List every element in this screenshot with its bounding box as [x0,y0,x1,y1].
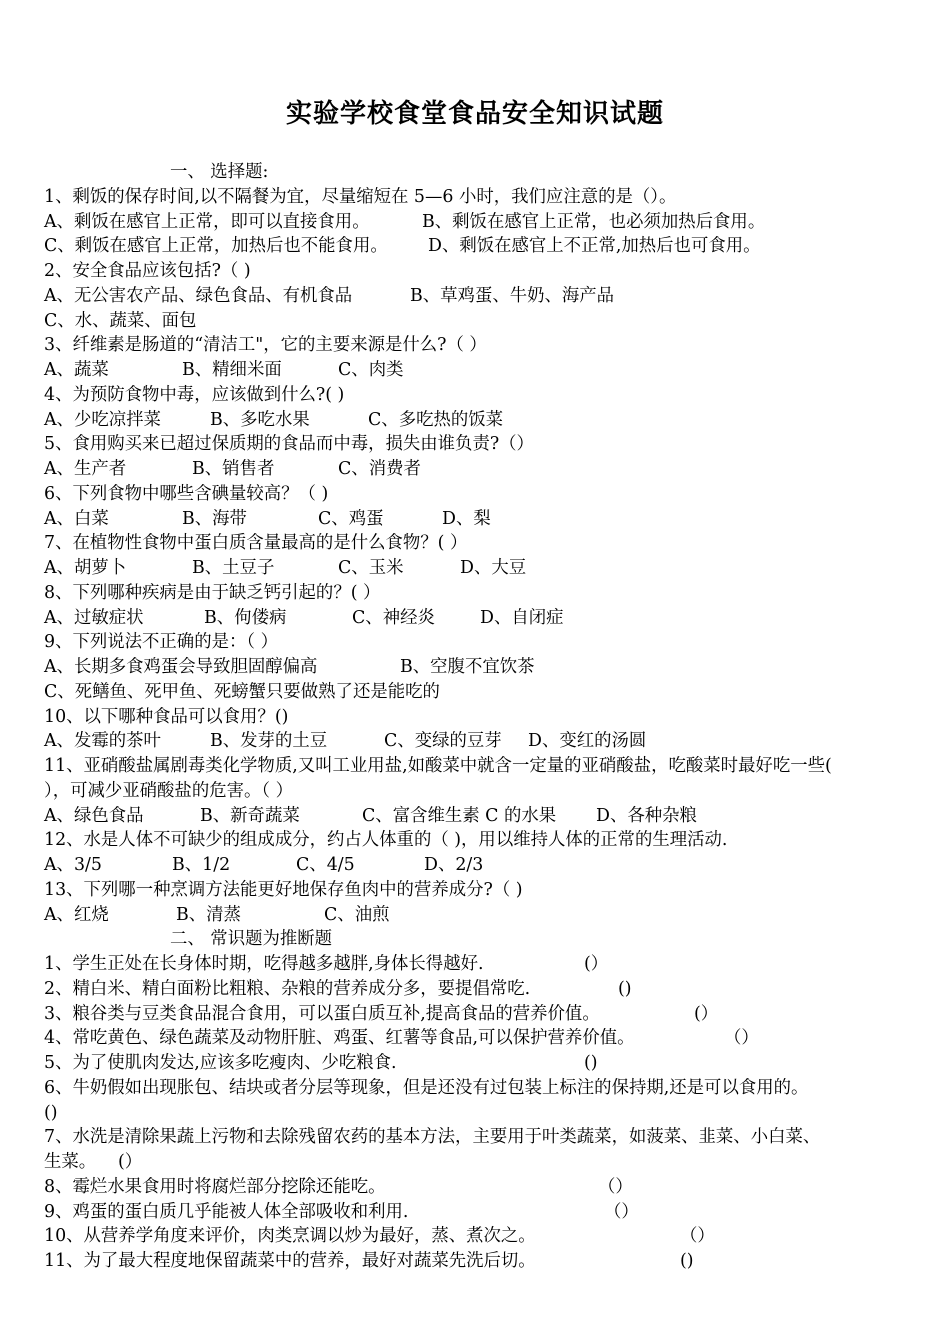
answer-bracket: (） [118,1152,143,1172]
question-text: 9、下列说法不正确的是：（ ） [44,632,278,653]
statement-text: 5、为了使肌肉发达,应该多吃瘦肉、少吃粮食. [44,1053,397,1073]
option: A、3/5 [44,855,102,875]
options-row [44,804,912,829]
statement-text: 10、从营养学角度来评价，肉类烹调以炒为最好，蒸、煮次之。 [44,1226,536,1247]
statement-text: 11、为了最大程度地保留蔬菜中的营养，最好对蔬菜先洗后切。 [44,1251,536,1271]
statement [44,1200,912,1225]
statement-text: 生菜。 [44,1152,97,1172]
option: B、发芽的土豆 [210,731,328,752]
option: A、红烧 [44,904,109,925]
statement-text: 6、牛奶假如出现胀包、结块或者分层等现象，但是还没有过包装上标注的保持期,还是可以食用的。 [44,1077,809,1098]
answer-bracket: （） [680,1226,715,1247]
question-text: 4、为预防食物中毒，应该做到什么?( ) [44,384,345,405]
option: B、空腹不宜饮茶 [400,657,535,677]
answer-bracket: () [44,1102,58,1123]
question-text: 8、下列哪种疾病是由于缺乏钙引起的？( ） [44,582,381,603]
statement-continued [44,1150,912,1175]
answer-bracket: () [618,978,632,999]
statement-text: 4、常吃黄色、绿色蔬菜及动物肝脏、鸡蛋、红薯等食品,可以保护营养价值。 [44,1028,635,1049]
statement [44,1026,912,1051]
option: C、水、蔬菜、面包 [44,310,197,331]
option: A、少吃凉拌菜 [44,409,161,430]
option: C、富含维生素 C 的水果 [362,805,557,826]
option: C、神经炎 [352,607,435,628]
option: D、剩饭在感官上不正常,加热后也可食用。 [428,236,761,257]
option: C、鸡蛋 [318,508,384,529]
option: A、过敏症状 [44,607,144,628]
option: C、变绿的豆芽 [384,731,502,752]
option: B、1/2 [172,855,231,875]
section-heading-choice: 一、 选择题: [170,162,269,182]
statement-text: 3、粮谷类与豆类食品混合食用，可以蛋白质互补,提高食品的营养价值。 [44,1003,600,1024]
question-text: 1、剩饭的保存时间,以不隔餐为宜，尽量缩短在 5—6 小时，我们应注意的是（）。 [44,186,677,207]
answer-bracket: () [584,1053,598,1073]
option: B、多吃水果 [210,409,310,430]
statement [44,1076,912,1101]
statement [44,977,912,1002]
answer-bracket: （） [604,1201,639,1222]
option: C、油煎 [324,904,390,925]
statement-text: 1、学生正处在长身体时期，吃得越多越胖,身体长得越好. [44,954,484,974]
option: B、清蒸 [176,904,241,925]
options-row [44,210,912,235]
statement [44,1224,912,1249]
options-row [44,556,912,581]
option: C、玉米 [338,558,404,578]
section-heading-judgement: 二、 常识题为推断题 [170,929,333,950]
option: C、剩饭在感官上正常，加热后也不能食用。 [44,236,388,257]
option: B、佝偻病 [204,607,287,628]
question-text: 11、亚硝酸盐属剧毒类化学物质,又叫工业用盐,如酸菜中就含一定量的亚硝酸盐，吃酸菜时最好吃一些( [44,756,832,776]
question-text: 12、水是人体不可缺少的组成成分，约占人体重的（ )，用以维持人体的正常的生理活动. [44,830,728,851]
option: D、大豆 [460,558,527,578]
document-title: 实验学校食堂食品安全知识试题 [285,99,664,129]
options-row [44,457,912,482]
options-row [44,408,912,433]
question-text: 5、食用购买来已超过保质期的食品而中毒，损失由谁负责?（） [44,434,534,455]
answer-bracket: () [680,1251,694,1271]
option: D、各种杂粮 [596,805,697,826]
statement [44,1249,912,1274]
option: B、精细米面 [182,360,282,380]
option: A、发霉的茶叶 [44,731,161,752]
statement-text: 7、水洗是清除果蔬上污物和去除残留农药的基本方法，主要用于叶类蔬菜，如菠菜、韭菜、小白菜、 [44,1127,821,1148]
option: C、消费者 [338,459,421,479]
answer-bracket: (） [584,954,609,974]
option: C、多吃热的饭菜 [368,409,504,430]
option: B、海带 [182,508,247,529]
answer-bracket: （） [724,1028,759,1049]
option: D、2/3 [424,855,484,875]
option: B、草鸡蛋、牛奶、海产品 [410,285,615,306]
option: B、土豆子 [192,558,275,578]
question-text: 2、安全食品应该包括?（ ) [44,261,251,281]
options-row [44,507,912,532]
answer-bracket: (） [694,1003,719,1024]
option: A、生产者 [44,459,127,479]
option: A、长期多食鸡蛋会导致胆固醇偏高 [44,657,318,677]
statement [44,1002,912,1027]
question-text-continued: ），可减少亚硝酸盐的危害。（ ） [44,780,293,801]
options-row [44,655,912,680]
option: A、白菜 [44,508,109,529]
option: C、肉类 [338,360,404,380]
options-row [44,358,912,383]
answer-bracket: （） [598,1176,633,1197]
statement [44,1051,912,1076]
statement [44,1125,912,1150]
question-text: 6、下列食物中哪些含碘量较高？（ ) [44,483,329,504]
options-row [44,309,912,334]
statement-continued [44,1101,912,1126]
options-row [44,284,912,309]
statement-text: 9、鸡蛋的蛋白质几乎能被人体全部吸收和利用. [44,1201,409,1222]
option: D、自闭症 [480,607,564,628]
option: B、剩饭在感官上正常，也必须加热后食用。 [422,211,766,232]
statement-text: 8、霉烂水果食用时将腐烂部分挖除还能吃。 [44,1176,386,1197]
options-row [44,853,912,878]
option: D、变红的汤圆 [528,731,647,752]
statement [44,952,912,977]
option: B、销售者 [192,459,275,479]
options-row [44,729,912,754]
options-row [44,903,912,928]
options-row [44,234,912,259]
option: C、死鳝鱼、死甲鱼、死螃蟹只要做熟了还是能吃的 [44,681,440,702]
question-text: 3、纤维素是肠道的“清洁工"，它的主要来源是什么?（ ） [44,335,487,356]
option: A、无公害农产品、绿色食品、有机食品 [44,285,353,306]
option: A、胡萝卜 [44,558,127,578]
options-row [44,680,912,705]
option: C、4/5 [296,855,355,875]
document-body [44,160,912,1274]
question-text: 13、下列哪一种烹调方法能更好地保存鱼肉中的营养成分?（ ) [44,879,523,900]
question-text: 7、在植物性食物中蛋白质含量最高的是什么食物？( ） [44,533,468,554]
question-text: 10、以下哪种食品可以食用？() [44,706,289,727]
options-row [44,606,912,631]
option: B、新奇蔬菜 [200,805,300,826]
option: A、绿色食品 [44,805,144,826]
option: A、剩饭在感官上正常，即可以直接食用。 [44,211,370,232]
statement [44,1175,912,1200]
statement-text: 2、精白米、精白面粉比粗粮、杂粮的营养成分多，要提倡常吃. [44,978,531,999]
option: D、梨 [442,508,491,529]
option: A、蔬菜 [44,360,109,380]
